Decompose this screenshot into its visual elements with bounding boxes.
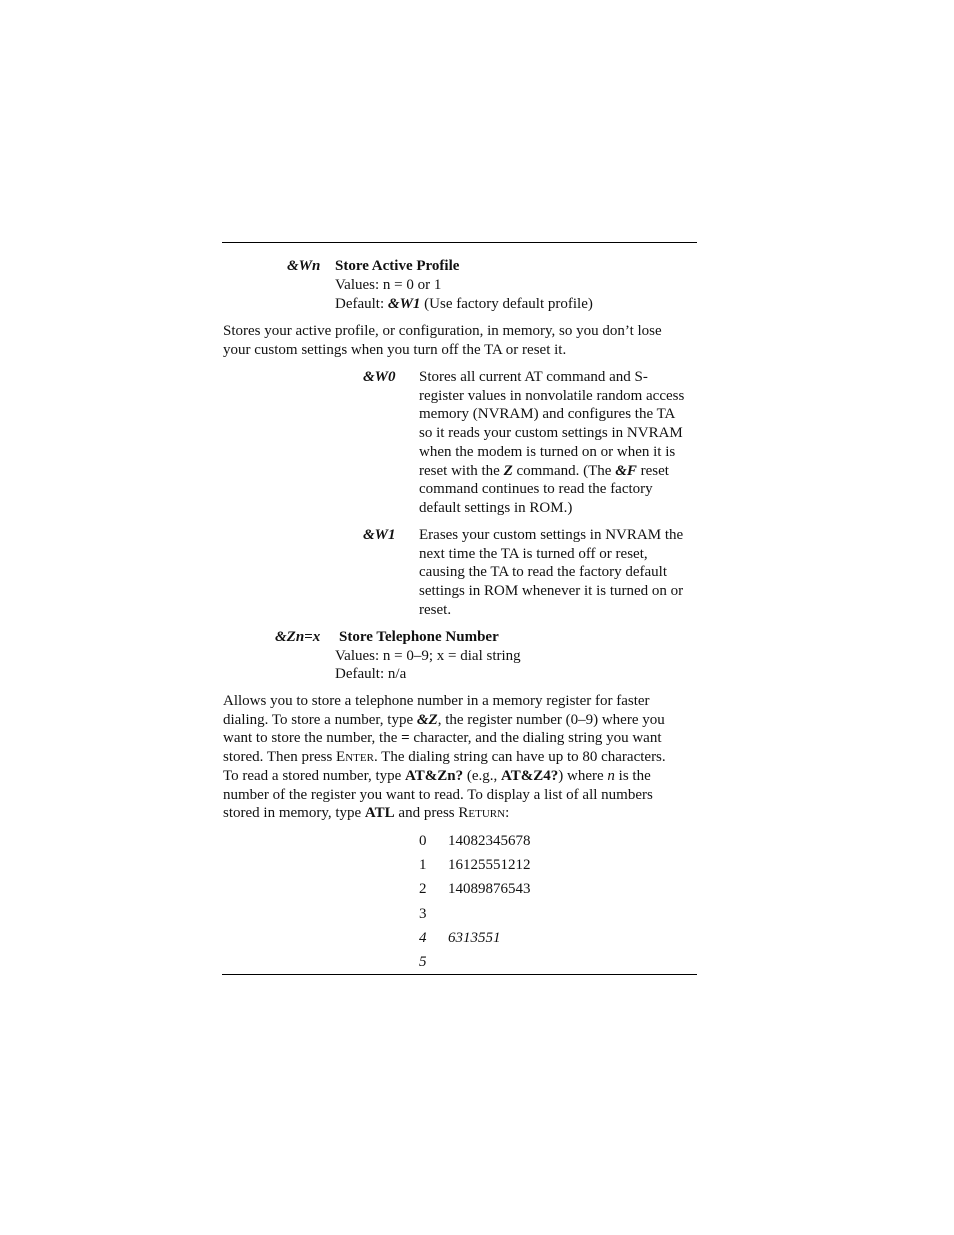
list-item-index: 2	[419, 881, 427, 897]
zn-default: Default: n/a	[335, 666, 407, 682]
w1-command: &W1	[363, 527, 396, 543]
list-item-index: 5	[419, 954, 427, 970]
wn-description: Stores your active profile, or configuration, in memory, so you don’t lose your custom settings when you turn off the TA or reset it.	[223, 323, 662, 358]
top-rule	[222, 242, 697, 243]
zn-title: Store Telephone Number	[339, 629, 499, 645]
wn-command: &Wn	[287, 258, 321, 274]
zn-values: Values: n = 0–9; x = dial string	[335, 648, 521, 664]
list-item-index: 0	[419, 833, 427, 849]
bottom-rule	[222, 974, 697, 975]
zn-command: &Zn=x	[275, 629, 321, 645]
list-item-number: 14089876543	[448, 881, 531, 897]
wn-default: Default: &W1 (Use factory default profile)	[335, 296, 593, 312]
list-item-index: 4	[419, 930, 427, 946]
zn-description: Allows you to store a telephone number in a memory register for faster dialing. To store a number, type &Z, the register number (0–9) where you want to store the number, the = character, and the dialing string you want stored. Then press Enter. The dialing string can have up to 80 characters. To read a stored number, type AT&Zn? (e.g., AT&Z4?) where n is the number of the register you want to read. To display a list of all numbers stored in memory, type ATL and press Return:	[223, 693, 666, 822]
list-item-number: 6313551	[448, 930, 501, 946]
w1-description: Erases your custom settings in NVRAM the next time the TA is turned off or reset, causing the TA to read the factory default settings in ROM whenever it is turned on or reset.	[419, 527, 684, 618]
list-item-index: 3	[419, 906, 427, 922]
list-item-number: 14082345678	[448, 833, 531, 849]
w0-description: Stores all current AT command and S- register values in nonvolatile random access memory (NVRAM) and configures the TA so it reads your custom settings in NVRAM when the modem is turned on or when it is reset with the Z command. (The &F reset command continues to read the factory default settings in ROM.)	[419, 369, 685, 516]
wn-title: Store Active Profile	[335, 258, 460, 274]
list-item-number: 16125551212	[448, 857, 531, 873]
w0-command: &W0	[363, 369, 396, 385]
wn-values: Values: n = 0 or 1	[335, 277, 442, 293]
list-item-index: 1	[419, 857, 427, 873]
